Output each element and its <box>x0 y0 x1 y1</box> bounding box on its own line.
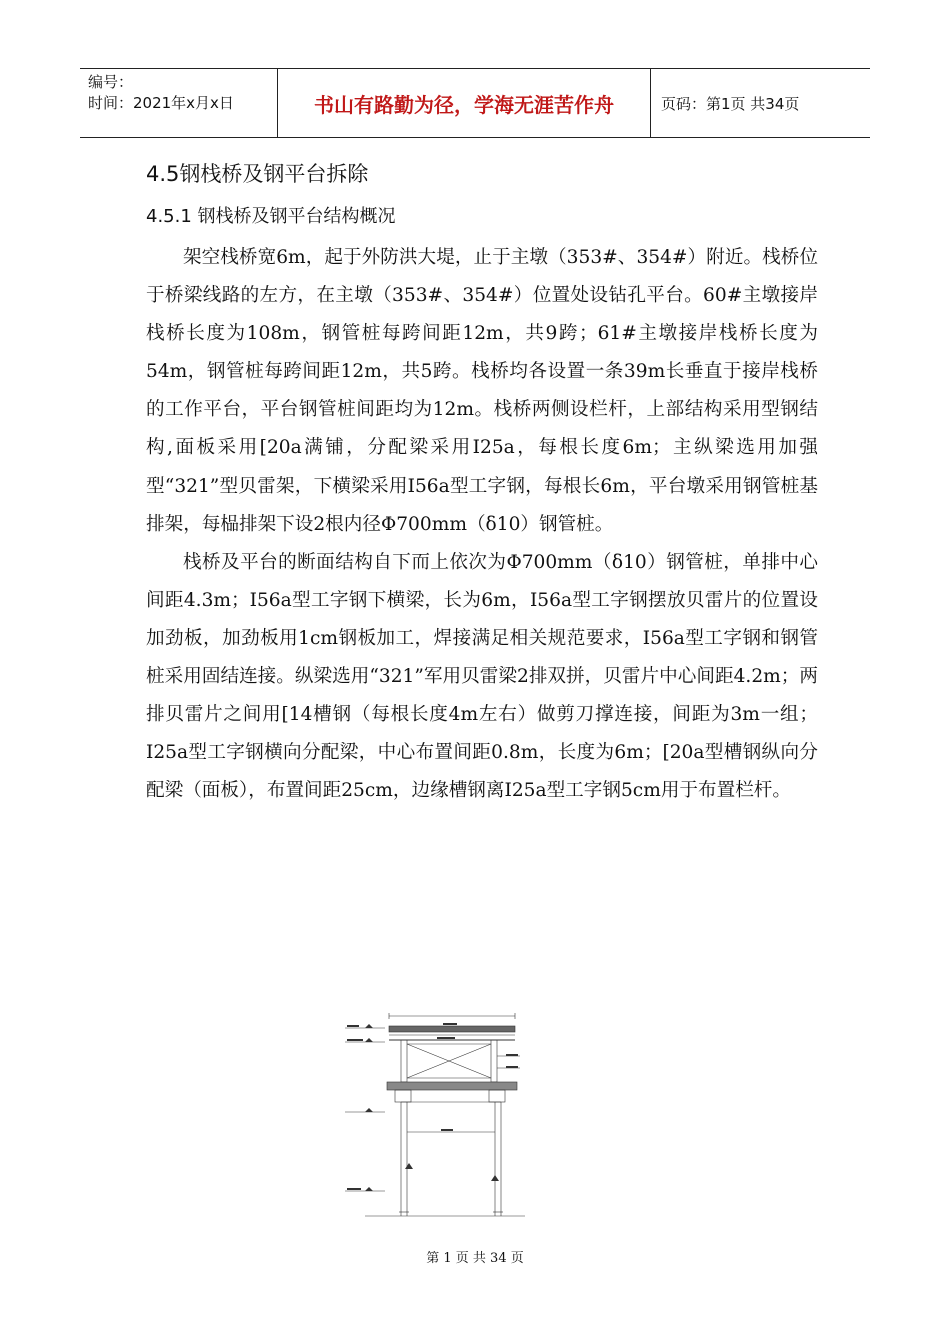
section-subtitle: 4.5.1 钢栈桥及钢平台结构概况 <box>146 206 396 227</box>
bridge-cross-section-drawing <box>325 1008 535 1223</box>
header-page-info: 页码：第1页 共34页 <box>661 94 800 113</box>
header-number: 编号： <box>88 73 134 91</box>
section-title: 4.5钢栈桥及钢平台拆除 <box>146 162 369 186</box>
page-header <box>80 68 870 138</box>
header-motto: 书山有路勤为径，学海无涯苦作舟 <box>278 69 651 137</box>
page-footer: 第 1 页 共 34 页 <box>426 1251 524 1266</box>
bridge-cross-section-figure <box>325 1008 535 1223</box>
header-meta <box>80 69 278 137</box>
body-text <box>146 239 818 810</box>
paragraph-section-structure: 栈桥及平台的断面结构自下而上依次为Φ700mm（δ10）钢管桩，单排中心间距4.3m；I56a型工字钢下横梁，长为6m，I56a型工字钢摆放贝雷片的位置设加劲板，加劲板用1cm钢板加工，焊接满足相关规范要求，I56a型工字钢和钢管桩采用固结连接。纵梁选用“321”军用贝雷梁2排双拼，贝雷片中心间距4.2m；两排贝雷片之间用[14槽钢（每根长度4m左右）做剪刀撑连接，间距为3m一组；I25a型工字钢横向分配梁，中心布置间距0.8m，长度为6m；[20a型槽钢纵向分配梁（面板），布置间距25cm，边缘槽钢离I25a型工字钢5cm用于布置栏杆。 <box>146 551 818 802</box>
header-date: 时间：2021年x月x日 <box>88 94 234 112</box>
paragraph-structure-overview: 架空栈桥宽6m，起于外防洪大堤，止于主墩（353#、354#）附近。栈桥位于桥梁线路的左方，在主墩（353#、354#）位置处设钻孔平台。60#主墩接岸栈桥长度为108m，钢管桩每跨间距12m，共9跨；61#主墩接岸栈桥长度为54m，钢管桩每跨间距12m，共5跨。栈桥均各设置一条39m长垂直于接岸栈桥的工作平台，平台钢管桩间距均为12m。栈桥两侧设栏杆，上部结构采用型钢结构,面板采用[20a满铺，分配梁采用I25a，每根长度6m；主纵梁选用加强型“321”型贝雷架，下横梁采用I56a型工字钢，每根长6m，平台墩采用钢管桩基排架，每榀排架下设2根内径Φ700mm（δ10）钢管桩。 <box>146 247 818 535</box>
